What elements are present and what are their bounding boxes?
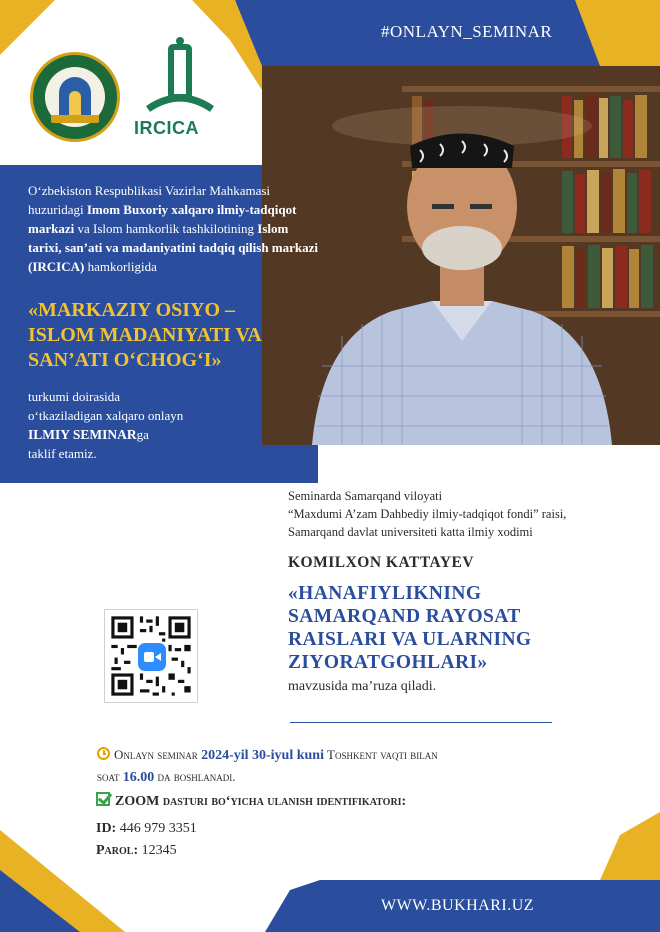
series-title-line: SAN’ATI O‘CHOG‘I» <box>28 349 222 371</box>
bottom-right-gold <box>600 812 660 880</box>
series-description: turkumi doirasida o‘tkaziladigan xalqaro onlayn ILMIY SEMINARga taklif etamiz. <box>28 389 184 461</box>
divider-line <box>290 722 552 723</box>
meeting-id-value: 446 979 3351 <box>119 821 197 836</box>
white-gap <box>318 445 660 483</box>
speaker-info: Seminarda Samarqand viloyati “Maxdumi A’zam Dahbediy ilmiy-tadqiqot fondi” raisi, Samarqand davlat universiteti katta ilmiy xodimi <box>288 489 567 539</box>
speaker-name: KOMILXON KATTAYEV <box>288 554 475 571</box>
intro-paragraph: O‘zbekiston Respublikasi Vazirlar Mahkamasi huzuridagi Imom Buxoriy xalqaro ilmiy-tadqiqot markazi va Islom hamkorlik tashkilotining Islom tarixi, san’ati va madaniyatini tadqiq qilish markazi (IRCICA) hamkorligida <box>28 183 319 274</box>
speaker-photo <box>262 66 660 445</box>
series-title-line: ISLOM MADANIYATI VA <box>28 324 262 346</box>
seminar-time: 16.00 <box>122 770 155 785</box>
series-title-line: «MARKAZIY OSIYO – <box>28 299 236 321</box>
meeting-id: ID: 446 979 3351 <box>96 821 197 836</box>
ircica-label: IRCICA <box>134 118 199 138</box>
website-link[interactable]: WWW.BUKHARI.UZ <box>381 897 535 914</box>
zoom-heading: ZOOM dasturi bo‘yicha ulanish identifikatori: <box>96 792 406 810</box>
checkbox-icon <box>96 792 110 806</box>
series-title <box>28 298 318 373</box>
lecture-title: «HANAFIYLIKNING SAMARQAND RAYOSAT RAISLARI VA ULARNING ZIYORATGOHLARI» <box>288 583 532 673</box>
lecture-subtitle: mavzusida ma’ruza qiladi. <box>288 679 437 694</box>
zoom-camera-icon <box>138 643 166 671</box>
meeting-password-value: 12345 <box>141 843 177 858</box>
seminar-date: 2024-yil 30-iyul kuni <box>201 748 324 763</box>
zoom-qr-code[interactable] <box>104 609 198 703</box>
hashtag: #ONLAYN_SEMINAR <box>381 22 553 41</box>
schedule-info: Onlayn seminar 2024-yil 30-iyul kuni Toshkent vaqti bilan soat 16.00 da boshlanadi. <box>97 747 438 785</box>
clock-icon <box>97 747 110 760</box>
imam-bukhari-center-logo <box>30 52 120 142</box>
top-left-gold-corner <box>0 0 55 55</box>
meeting-password: Parol: 12345 <box>96 843 177 858</box>
ircica-emblem-icon <box>140 35 220 115</box>
